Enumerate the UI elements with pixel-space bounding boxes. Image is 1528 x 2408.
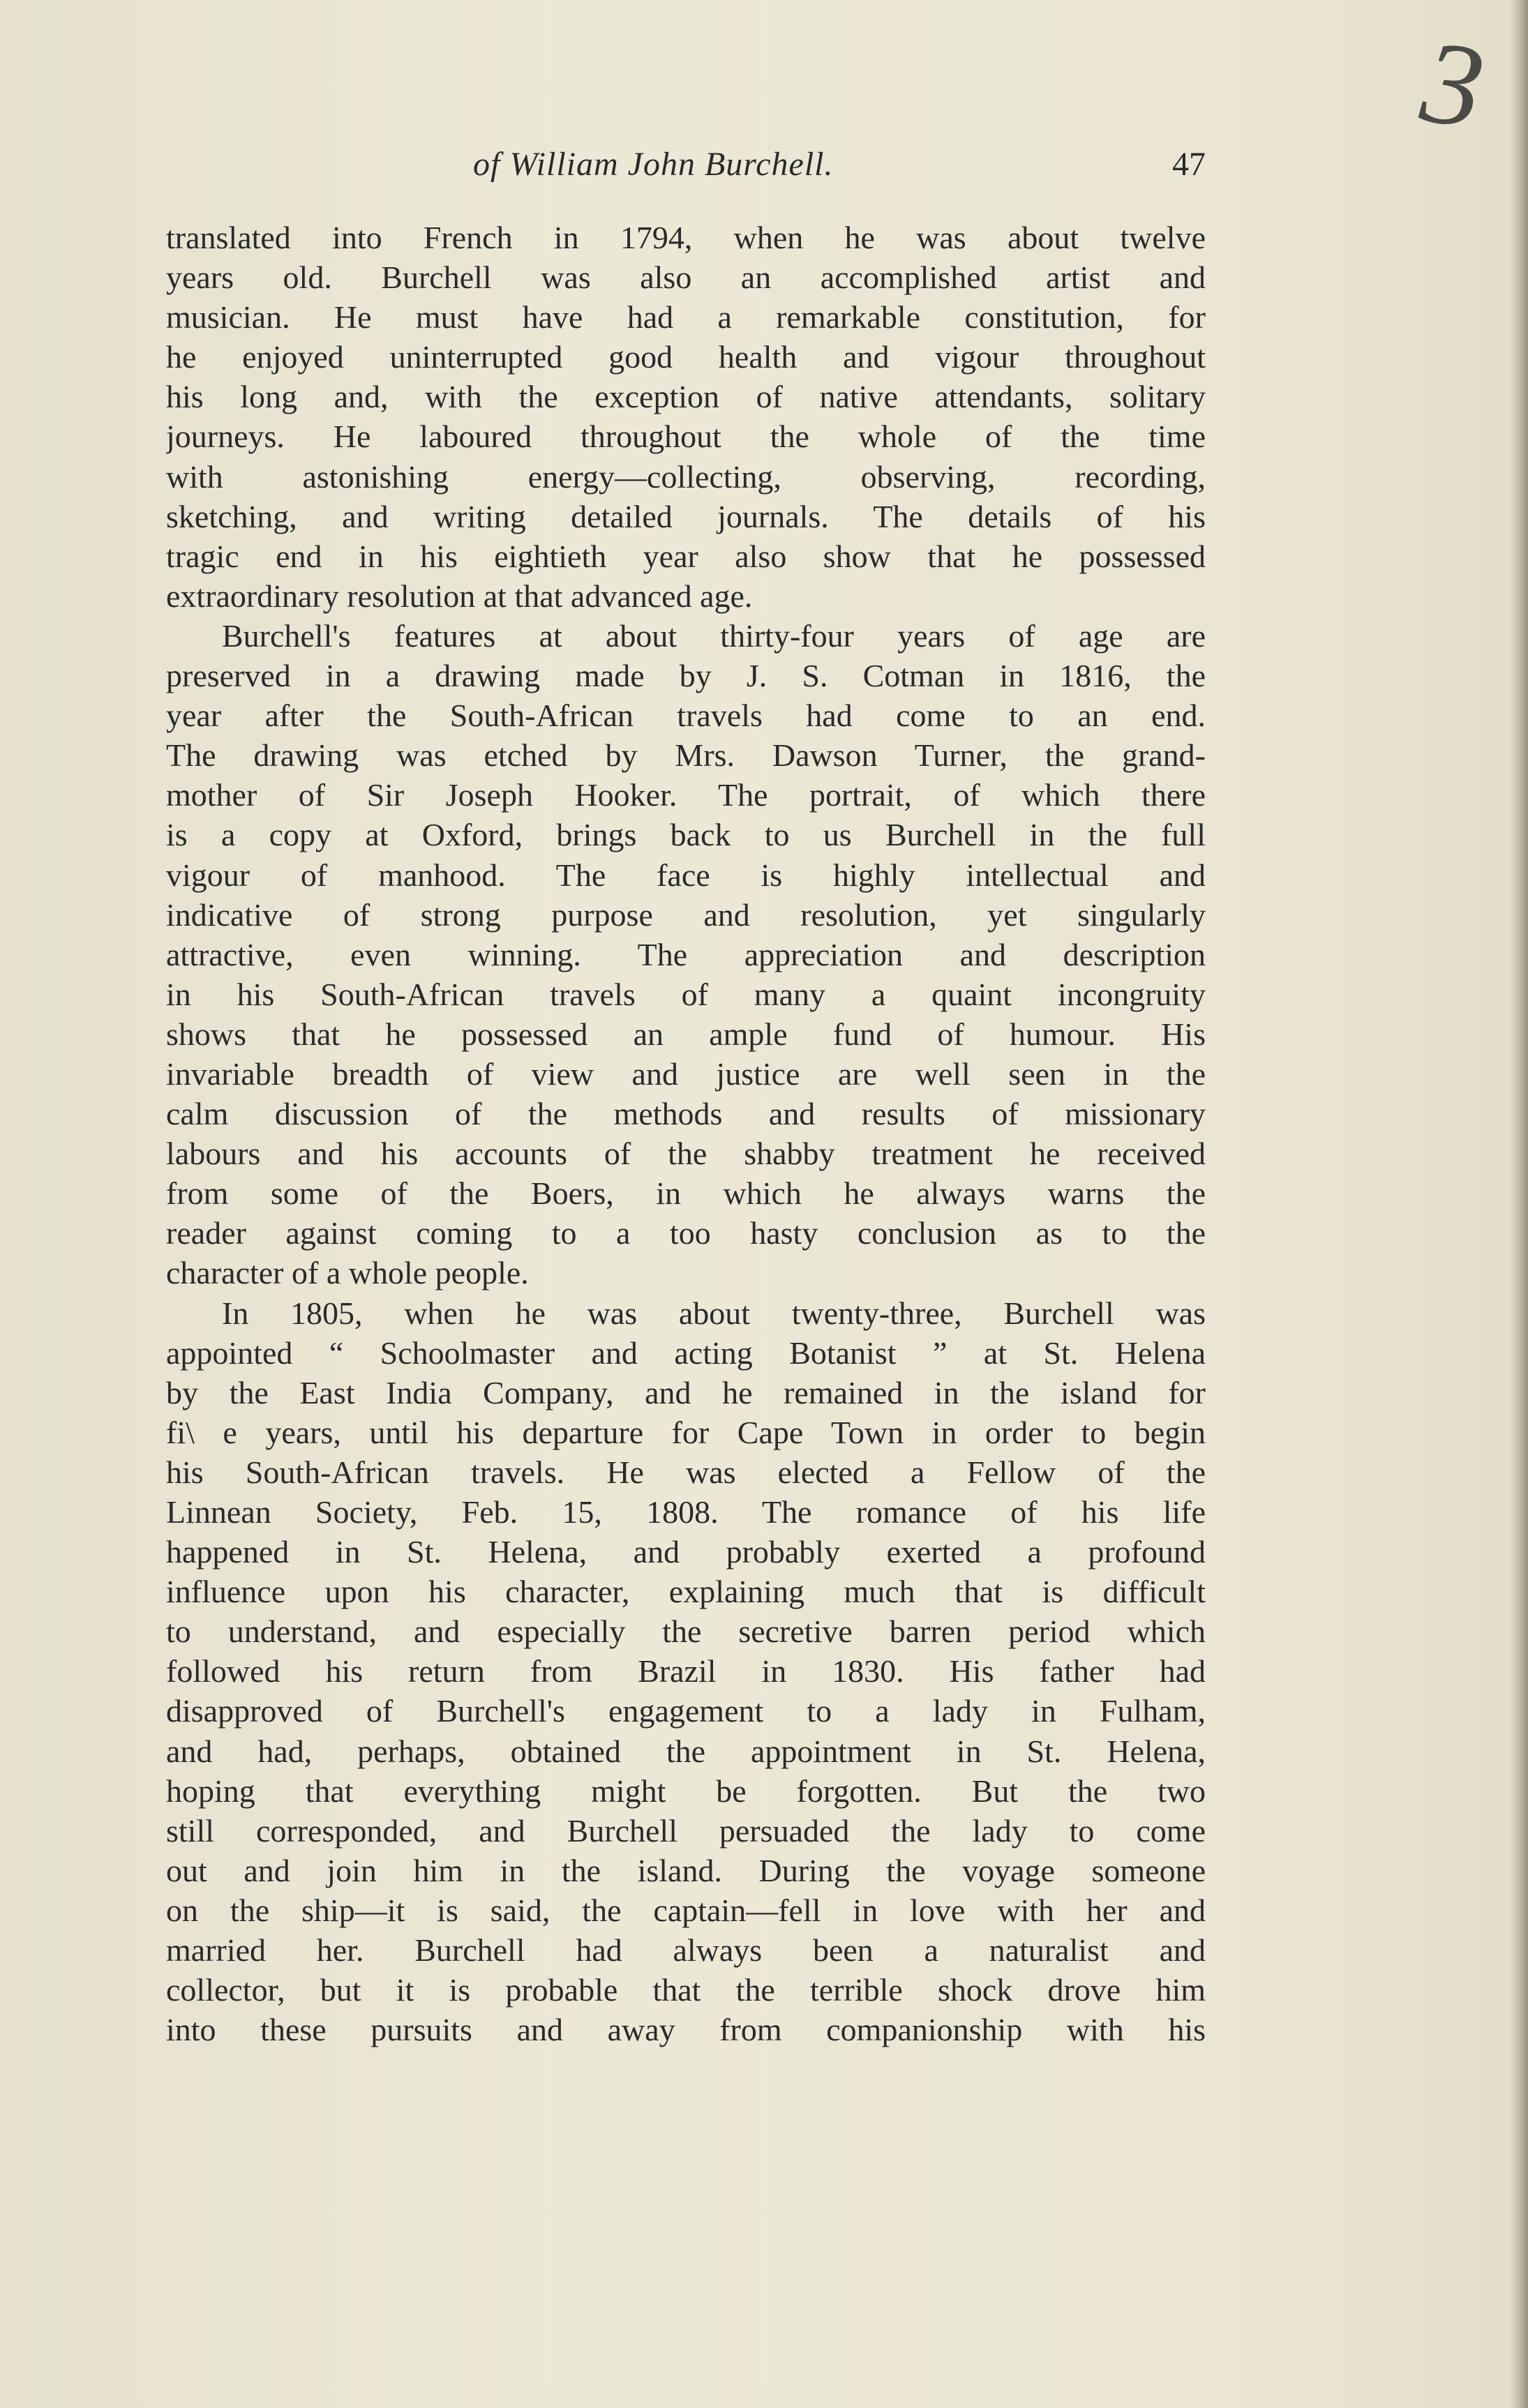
text-line: with astonishing energy—collecting, observing, recording, — [166, 458, 1206, 495]
text-line: followed his return from Brazil in 1830. His father had — [166, 1653, 1206, 1690]
text-line: into these pursuits and away from companionship with his — [166, 2012, 1206, 2048]
text-line: on the ship—it is said, the captain—fell in love with her and — [166, 1892, 1206, 1928]
text-line: still corresponded, and Burchell persuaded the lady to come — [166, 1812, 1206, 1849]
text-line: Linnean Society, Feb. 15, 1808. The romance of his life — [166, 1494, 1206, 1530]
text-line: out and join him in the island. During the voyage someone — [166, 1852, 1206, 1888]
text-line: shows that he possessed an ample fund of humour. His — [166, 1016, 1206, 1052]
text-line: is a copy at Oxford, brings back to us Burchell in the full — [166, 817, 1206, 853]
running-head-title: of William John Burchell. — [473, 146, 834, 183]
text-line: by the East India Company, and he remained in the island for — [166, 1374, 1206, 1410]
body-text — [166, 218, 1206, 2049]
text-line: musician. He must have had a remarkable constitution, for — [166, 299, 1206, 336]
text-line: disapproved of Burchell's engagement to a lady in Fulham, — [166, 1693, 1206, 1729]
running-head — [166, 145, 1206, 194]
text-line: fi\ e years, until his departure for Cape Town in order to begin — [166, 1414, 1206, 1450]
text-line: mother of Sir Joseph Hooker. The portrait, of which there — [166, 777, 1206, 813]
text-line: vigour of manhood. The face is highly intellectual and — [166, 857, 1206, 893]
handwritten-page-mark: 3 — [1414, 15, 1492, 154]
text-line: years old. Burchell was also an accomplished artist and — [166, 259, 1206, 296]
text-line: attractive, even winning. The appreciation and description — [166, 936, 1206, 972]
text-line: and had, perhaps, obtained the appointment in St. Helena, — [166, 1733, 1206, 1769]
text-line: invariable breadth of view and justice are well seen in the — [166, 1055, 1206, 1092]
text-line: reader against coming to a too hasty conclusion as to the — [166, 1215, 1206, 1251]
text-line: Burchell's features at about thirty-four years of age are — [222, 617, 1206, 654]
text-line: married her. Burchell had always been a naturalist and — [166, 1932, 1206, 1969]
text-line: appointed “ Schoolmaster and acting Botanist ” at St. Helena — [166, 1334, 1206, 1371]
text-line: preserved in a drawing made by J. S. Cotman in 1816, the — [166, 658, 1206, 694]
text-line: from some of the Boers, in which he always warns the — [166, 1175, 1206, 1212]
text-line: character of a whole people. — [166, 1255, 529, 1291]
text-line: he enjoyed uninterrupted good health and vigour throughout — [166, 339, 1206, 375]
text-line: to understand, and especially the secretive barren period which — [166, 1613, 1206, 1650]
text-line: influence upon his character, explaining much that is difficult — [166, 1574, 1206, 1610]
text-line: collector, but it is probable that the terrible shock drove him — [166, 1972, 1206, 2008]
text-line: in his South-African travels of many a quaint incongruity — [166, 976, 1206, 1012]
text-line: extraordinary resolution at that advanced age. — [166, 578, 753, 614]
text-line: indicative of strong purpose and resolution, yet singularly — [166, 896, 1206, 933]
text-line: sketching, and writing detailed journals. The details of his — [166, 498, 1206, 534]
text-line: In 1805, when he was about twenty-three, Burchell was — [222, 1295, 1206, 1331]
text-line: translated into French in 1794, when he was about twelve — [166, 220, 1206, 255]
text-line: year after the South-African travels had come to an end. — [166, 698, 1206, 734]
text-line: calm discussion of the methods and results of missionary — [166, 1096, 1206, 1132]
text-line: labours and his accounts of the shabby treatment he received — [166, 1136, 1206, 1172]
text-line: his long and, with the exception of native attendants, solitary — [166, 379, 1206, 415]
text-line: his South-African travels. He was elected a Fellow of the — [166, 1454, 1206, 1490]
text-line: The drawing was etched by Mrs. Dawson Turner, the grand- — [166, 737, 1206, 774]
text-line: happened in St. Helena, and probably exerted a profound — [166, 1534, 1206, 1570]
page-edge-shadow — [1510, 0, 1528, 2408]
text-line: tragic end in his eightieth year also show that he possessed — [166, 538, 1206, 574]
text-line: journeys. He laboured throughout the whole of the time — [166, 419, 1206, 455]
text-line: hoping that everything might be forgotten. But the two — [166, 1773, 1206, 1809]
page-number: 47 — [1172, 146, 1206, 183]
